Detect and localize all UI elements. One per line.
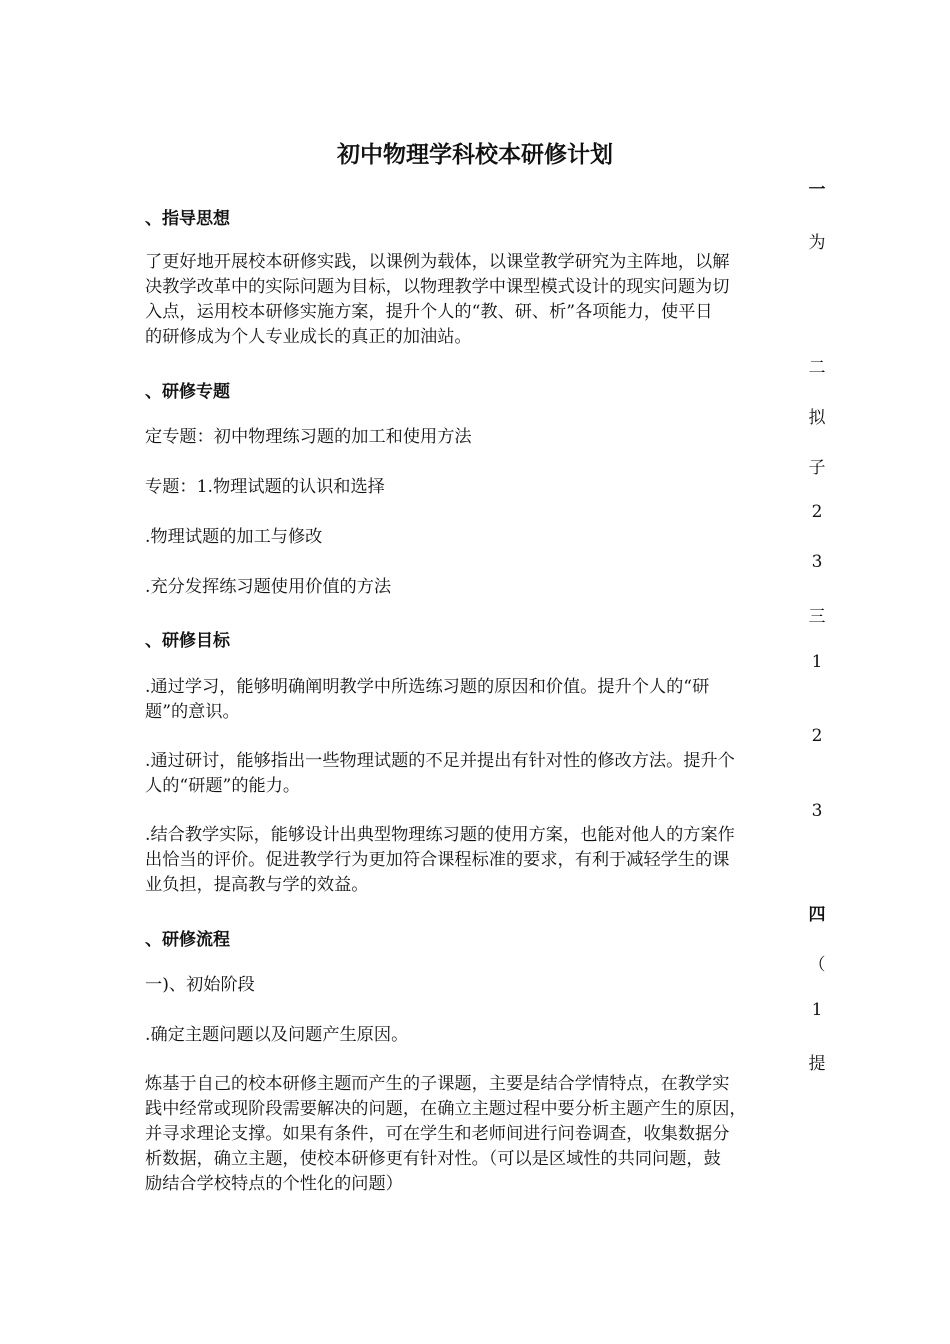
paragraph-topic: 定专题：初中物理练习题的加工和使用方法: [145, 427, 472, 447]
paragraph-goal-3: [145, 823, 810, 898]
margin-char: 1: [811, 652, 823, 672]
text-line: 析数据，确立主题，使校本研修更有针对性。（可以是区域性的共同问题，鼓: [145, 1149, 721, 1169]
paragraph-subtopic-3: .充分发挥练习题使用价值的方法: [145, 577, 392, 597]
margin-char: 四: [808, 905, 826, 925]
text-line: 人的“研题”的能力。: [145, 776, 301, 796]
text-line: 决教学改革中的实际问题为目标，以物理教学中课型模式设计的现实问题为切: [145, 277, 730, 297]
text-line: .通过研讨，能够指出一些物理试题的不足并提出有针对性的修改方法。提升个: [145, 751, 735, 771]
paragraph-subtopic-2: .物理试题的加工与修改: [145, 527, 323, 547]
paragraph-goal-2: [145, 749, 810, 799]
text-line: 业负担，提高教与学的效益。: [145, 875, 369, 895]
paragraph-determine-topic: .确定主题问题以及问题产生原因。: [145, 1025, 409, 1045]
margin-char: 二: [808, 358, 826, 378]
text-line: 了更好地开展校本研修实践，以课例为载体，以课堂教学研究为主阵地，以解: [145, 252, 730, 272]
margin-char: 子: [808, 458, 826, 478]
text-line: 题”的意识。: [145, 702, 240, 722]
text-line: 的研修成为个人专业成长的真正的加油站。: [145, 327, 472, 347]
paragraph-topic-detail: [145, 1072, 810, 1197]
section-heading-research-topic: 、研修专题: [145, 382, 230, 402]
paragraph-goal-1: [145, 675, 810, 725]
text-line: .结合教学实际，能够设计出典型物理练习题的使用方案，也能对他人的方案作: [145, 825, 735, 845]
margin-char: 3: [811, 801, 823, 821]
margin-char: （: [808, 955, 826, 975]
margin-char: 1: [811, 1000, 823, 1020]
paragraph-guiding-thought: [145, 250, 810, 350]
text-line: 并寻求理论支撑。如果有条件，可在学生和老师间进行问卷调查，收集数据分: [145, 1124, 730, 1144]
text-line: 励结合学校特点的个性化的问题）: [145, 1174, 403, 1194]
margin-char: 2: [811, 502, 823, 522]
document-title: 初中物理学科校本研修计划: [337, 142, 613, 168]
margin-char: 拟: [808, 408, 826, 428]
margin-char: 2: [811, 726, 823, 746]
paragraph-initial-stage: 一)、初始阶段: [145, 975, 255, 995]
text-line: 入点，运用校本研修实施方案，提升个人的“教、研、析”各项能力，使平日: [145, 302, 713, 322]
text-line: .通过学习，能够明确阐明教学中所选练习题的原因和价值。提升个人的“研: [145, 677, 710, 697]
paragraph-subtopic-1: 专题：1.物理试题的认识和选择: [145, 477, 385, 497]
section-heading-research-goals: 、研修目标: [145, 631, 230, 651]
text-line: 出恰当的评价。促进教学行为更加符合课程标准的要求，有利于减轻学生的课: [145, 850, 730, 870]
margin-char: 为: [808, 233, 826, 253]
section-heading-research-process: 、研修流程: [145, 930, 230, 950]
text-line: 炼基于自己的校本研修主题而产生的子课题，主要是结合学情特点，在教学实: [145, 1074, 730, 1094]
margin-char: 三: [808, 607, 826, 627]
margin-char: 提: [808, 1054, 826, 1074]
section-heading-guiding-thought: 、指导思想: [145, 209, 230, 229]
margin-char: 一: [808, 180, 826, 200]
text-line: 践中经常或现阶段需要解决的问题，在确立主题过程中要分析主题产生的原因，: [145, 1099, 747, 1119]
margin-char: 3: [811, 552, 823, 572]
